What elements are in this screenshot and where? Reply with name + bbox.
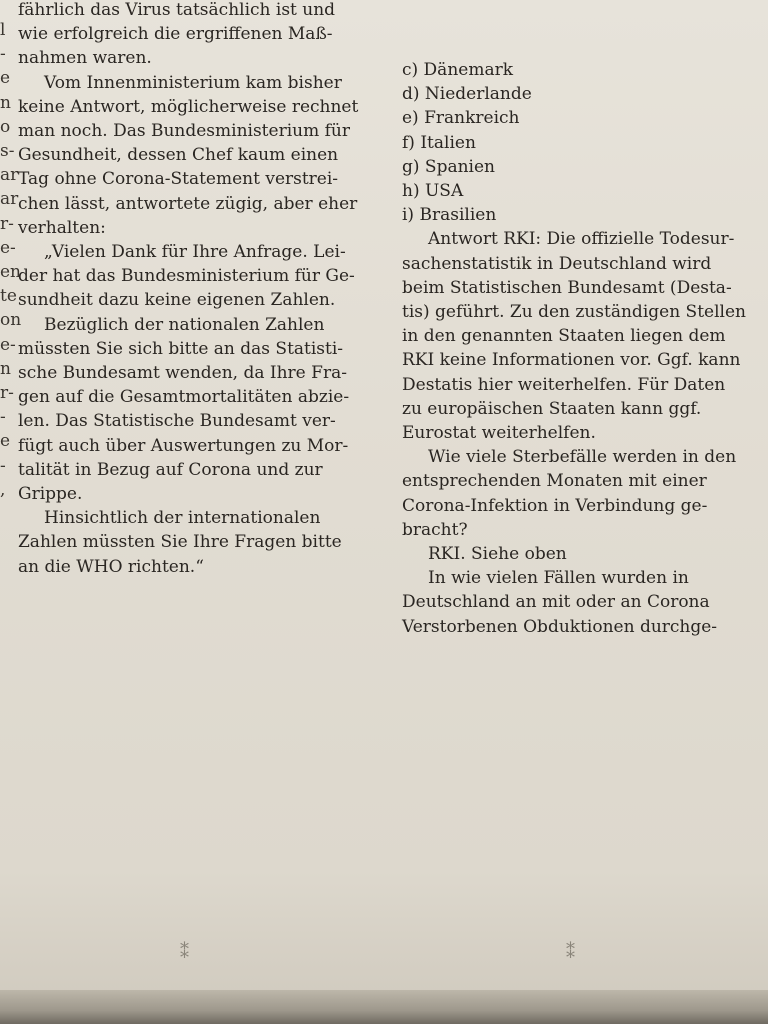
text-line: RKI keine Informationen vor. Ggf. kann [402, 350, 741, 371]
text-line: fügt auch über Auswertungen zu Mor- [18, 435, 349, 456]
text-line: Tag ohne Corona-Statement verstrei- [18, 169, 339, 190]
gutter-fragment: e- [0, 334, 16, 355]
gutter-fragment: , [0, 479, 6, 500]
gutter-fragment: on [0, 310, 22, 331]
text-line: sche Bundesamt wenden, da Ihre Fra- [18, 363, 347, 384]
text-line: nahmen waren. [18, 48, 152, 69]
text-line: h) USA [402, 181, 464, 202]
text-line: Verstorbenen Obduktionen durchge- [402, 616, 718, 637]
gutter-fragment: - [0, 407, 6, 428]
text-line: beim Statistischen Bundesamt (Desta- [402, 277, 732, 298]
gutter-fragment: e- [0, 237, 16, 258]
left-column [18, 0, 378, 579]
text-line: Deutschland an mit oder an Corona [402, 592, 710, 613]
text-line: Bezüglich der nationalen Zahlen [44, 314, 325, 335]
text-line: Vom Innenministerium kam bisher [44, 72, 342, 93]
gutter-fragment: te [0, 286, 17, 307]
gutter-fragment: n [0, 358, 11, 379]
text-line: Destatis hier weiterhelfen. Für Daten [402, 374, 726, 395]
text-line: Hinsichtlich der internationalen [44, 508, 321, 529]
text-line: entsprechenden Monaten mit einer [402, 471, 707, 492]
text-line: an die WHO richten.“ [18, 556, 204, 577]
text-line: len. Das Statistische Bundesamt ver- [18, 411, 336, 432]
gutter-fragment: ar [0, 189, 19, 210]
gutter-fragment: - [0, 44, 6, 65]
text-line: müssten Sie sich bitte an das Statisti- [18, 338, 344, 359]
text-line: der hat das Bundesministerium für Ge- [18, 266, 355, 287]
gutter-fragment: ar [0, 165, 19, 186]
gutter-fragment: n [0, 92, 11, 113]
text-line: Eurostat weiterhelfen. [402, 423, 596, 444]
text-line: bracht? [402, 519, 468, 540]
text-line: tis) geführt. Zu den zuständigen Stellen [402, 302, 746, 323]
text-line: d) Niederlande [402, 84, 532, 105]
paper-edge-shadow [0, 990, 768, 1024]
text-line: keine Antwort, möglicherweise rechnet [18, 96, 359, 117]
text-line: verhalten: [18, 217, 106, 238]
text-line: e) Frankreich [402, 108, 520, 129]
text-line: c) Dänemark [402, 60, 514, 80]
text-line: Zahlen müssten Sie Ihre Fragen bitte [18, 532, 342, 553]
text-line: talität in Bezug auf Corona und zur [18, 459, 323, 480]
text-line: sachenstatistik in Deutschland wird [402, 253, 712, 274]
text-line: gen auf die Gesamtmortalitäten abzie- [18, 387, 350, 408]
text-line: Grippe. [18, 484, 83, 505]
gutter-fragment: r- [0, 213, 14, 234]
gutter-fragment: s- [0, 141, 15, 161]
text-line: Wie viele Sterbefälle werden in den [428, 447, 737, 468]
text-line: „Vielen Dank für Ihre Anfrage. Lei- [44, 242, 346, 263]
text-line: Gesundheit, dessen Chef kaum einen [18, 145, 339, 166]
text-line: i) Brasilien [402, 205, 497, 226]
text-line: in den genannten Staaten liegen dem [402, 326, 726, 347]
text-line: In wie vielen Fällen wurden in [428, 568, 689, 589]
text-line: wie erfolgreich die ergriffenen Maß- [18, 24, 333, 45]
gutter-fragment: r- [0, 383, 14, 403]
text-line: Corona-Infektion in Verbindung ge- [402, 495, 708, 516]
text-line: f) Italien [402, 132, 476, 153]
gutter-fragment: en [0, 262, 22, 282]
text-line: fährlich das Virus tatsächlich ist und [18, 0, 336, 20]
paper-punch-mark: ⁑ [180, 942, 189, 963]
text-line: man noch. Das Bundesministerium für [18, 121, 350, 142]
gutter-fragment: o [0, 116, 11, 137]
text-line: g) Spanien [402, 156, 495, 177]
paper-punch-mark: ⁑ [566, 942, 575, 963]
text-line: Antwort RKI: Die offizielle Todesur- [428, 229, 735, 250]
text-line: sundheit dazu keine eigenen Zahlen. [18, 290, 336, 311]
text-line: chen lässt, antwortete zügig, aber eher [18, 193, 358, 214]
text-line: RKI. Siehe oben [428, 544, 567, 565]
gutter-fragment: e [0, 431, 11, 452]
gutter-fragment: l [0, 20, 6, 40]
gutter-fragment: e [0, 68, 11, 89]
right-column [402, 58, 766, 639]
text-line: zu europäischen Staaten kann ggf. [402, 398, 702, 419]
gutter-fragment: - [0, 455, 6, 476]
